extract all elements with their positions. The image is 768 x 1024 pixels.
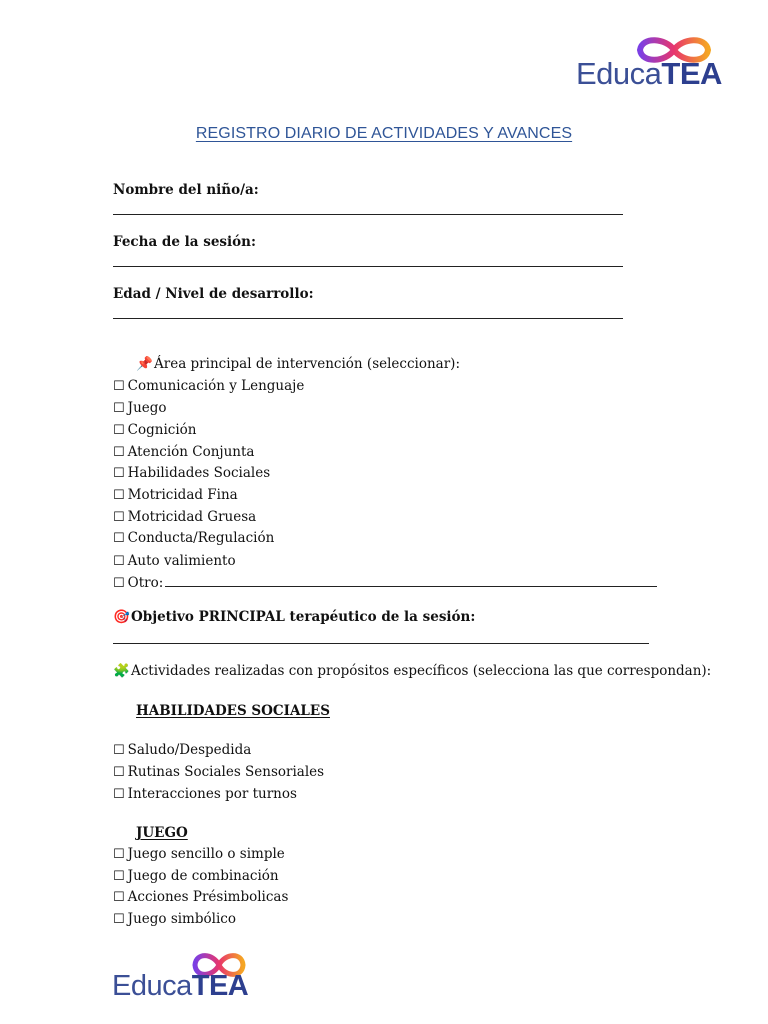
checkbox-icon[interactable]: ☐	[113, 445, 125, 460]
checkbox-icon[interactable]: ☐	[113, 401, 125, 416]
fill-in-line-nombre[interactable]	[113, 214, 623, 215]
educatea-logo-bottom	[112, 948, 252, 1008]
logo-wordmark: EducaTEA	[112, 970, 249, 1002]
logo-wordmark: EducaTEA	[576, 56, 722, 91]
checkbox-icon[interactable]: ☐	[113, 743, 125, 758]
checkbox-item[interactable]: ☐ Conducta/Regulación	[113, 530, 275, 546]
educatea-logo-top	[576, 34, 722, 92]
checkbox-item[interactable]: ☐ Cognición	[113, 422, 197, 438]
checkbox-item[interactable]: ☐ Acciones Présimbolicas	[113, 889, 289, 905]
checkbox-item[interactable]: ☐ Comunicación y Lenguaje	[113, 378, 305, 394]
checkbox-icon[interactable]: ☐	[113, 554, 125, 569]
fill-in-line-edad[interactable]	[113, 318, 623, 319]
checkbox-icon[interactable]: ☐	[113, 847, 125, 862]
activities-heading: 🧩Actividades realizadas con propósitos específicos (selecciona las que correspondan):	[113, 663, 712, 679]
objective-heading: 🎯Objetivo PRINCIPAL terapéutico de la sesión:	[113, 609, 476, 625]
checkbox-item[interactable]: ☐ Rutinas Sociales Sensoriales	[113, 764, 325, 780]
checkbox-icon[interactable]: ☐	[113, 890, 125, 905]
target-icon: 🎯	[113, 609, 130, 625]
checkbox-item[interactable]: ☐ Interacciones por turnos	[113, 786, 297, 802]
checkbox-icon[interactable]: ☐	[113, 488, 125, 503]
checkbox-item-otro[interactable]: ☐ Otro:	[113, 575, 657, 591]
checkbox-item[interactable]: ☐ Auto valimiento	[113, 553, 236, 569]
document-title: REGISTRO DIARIO DE ACTIVIDADES Y AVANCES	[195, 125, 573, 142]
checkbox-item[interactable]: ☐ Juego sencillo o simple	[113, 846, 285, 862]
checkbox-item[interactable]: ☐ Atención Conjunta	[113, 444, 255, 460]
checkbox-item[interactable]: ☐ Motricidad Fina	[113, 487, 238, 503]
checkbox-icon[interactable]: ☐	[113, 531, 125, 546]
checkbox-item[interactable]: ☐ Juego de combinación	[113, 868, 279, 884]
section-title-habilidades-sociales: HABILIDADES SOCIALES	[136, 703, 330, 719]
checkbox-item[interactable]: ☐ Habilidades Sociales	[113, 465, 271, 481]
field-label-edad: Edad / Nivel de desarrollo:	[113, 286, 314, 302]
section-title-juego: JUEGO	[136, 825, 188, 841]
checkbox-item[interactable]: ☐ Juego	[113, 400, 167, 416]
pushpin-icon: 📌	[136, 356, 153, 372]
checkbox-icon[interactable]: ☐	[113, 869, 125, 884]
fill-in-line-objetivo[interactable]	[113, 643, 649, 644]
checkbox-icon[interactable]: ☐	[113, 576, 125, 591]
puzzle-icon: 🧩	[113, 663, 130, 679]
checkbox-icon[interactable]: ☐	[113, 765, 125, 780]
checkbox-icon[interactable]: ☐	[113, 912, 125, 927]
checkbox-item[interactable]: ☐ Juego simbólico	[113, 911, 236, 927]
checkbox-icon[interactable]: ☐	[113, 510, 125, 525]
area-heading: 📌Área principal de intervención (seleccionar):	[136, 356, 460, 372]
fill-in-line-fecha[interactable]	[113, 266, 623, 267]
checkbox-icon[interactable]: ☐	[113, 466, 125, 481]
fill-in-line-otro[interactable]	[165, 585, 657, 587]
field-label-nombre: Nombre del niño/a:	[113, 182, 259, 198]
checkbox-icon[interactable]: ☐	[113, 423, 125, 438]
field-label-fecha: Fecha de la sesión:	[113, 234, 256, 250]
checkbox-item[interactable]: ☐ Motricidad Gruesa	[113, 509, 257, 525]
checkbox-icon[interactable]: ☐	[113, 379, 125, 394]
checkbox-item[interactable]: ☐ Saludo/Despedida	[113, 742, 252, 758]
checkbox-icon[interactable]: ☐	[113, 787, 125, 802]
